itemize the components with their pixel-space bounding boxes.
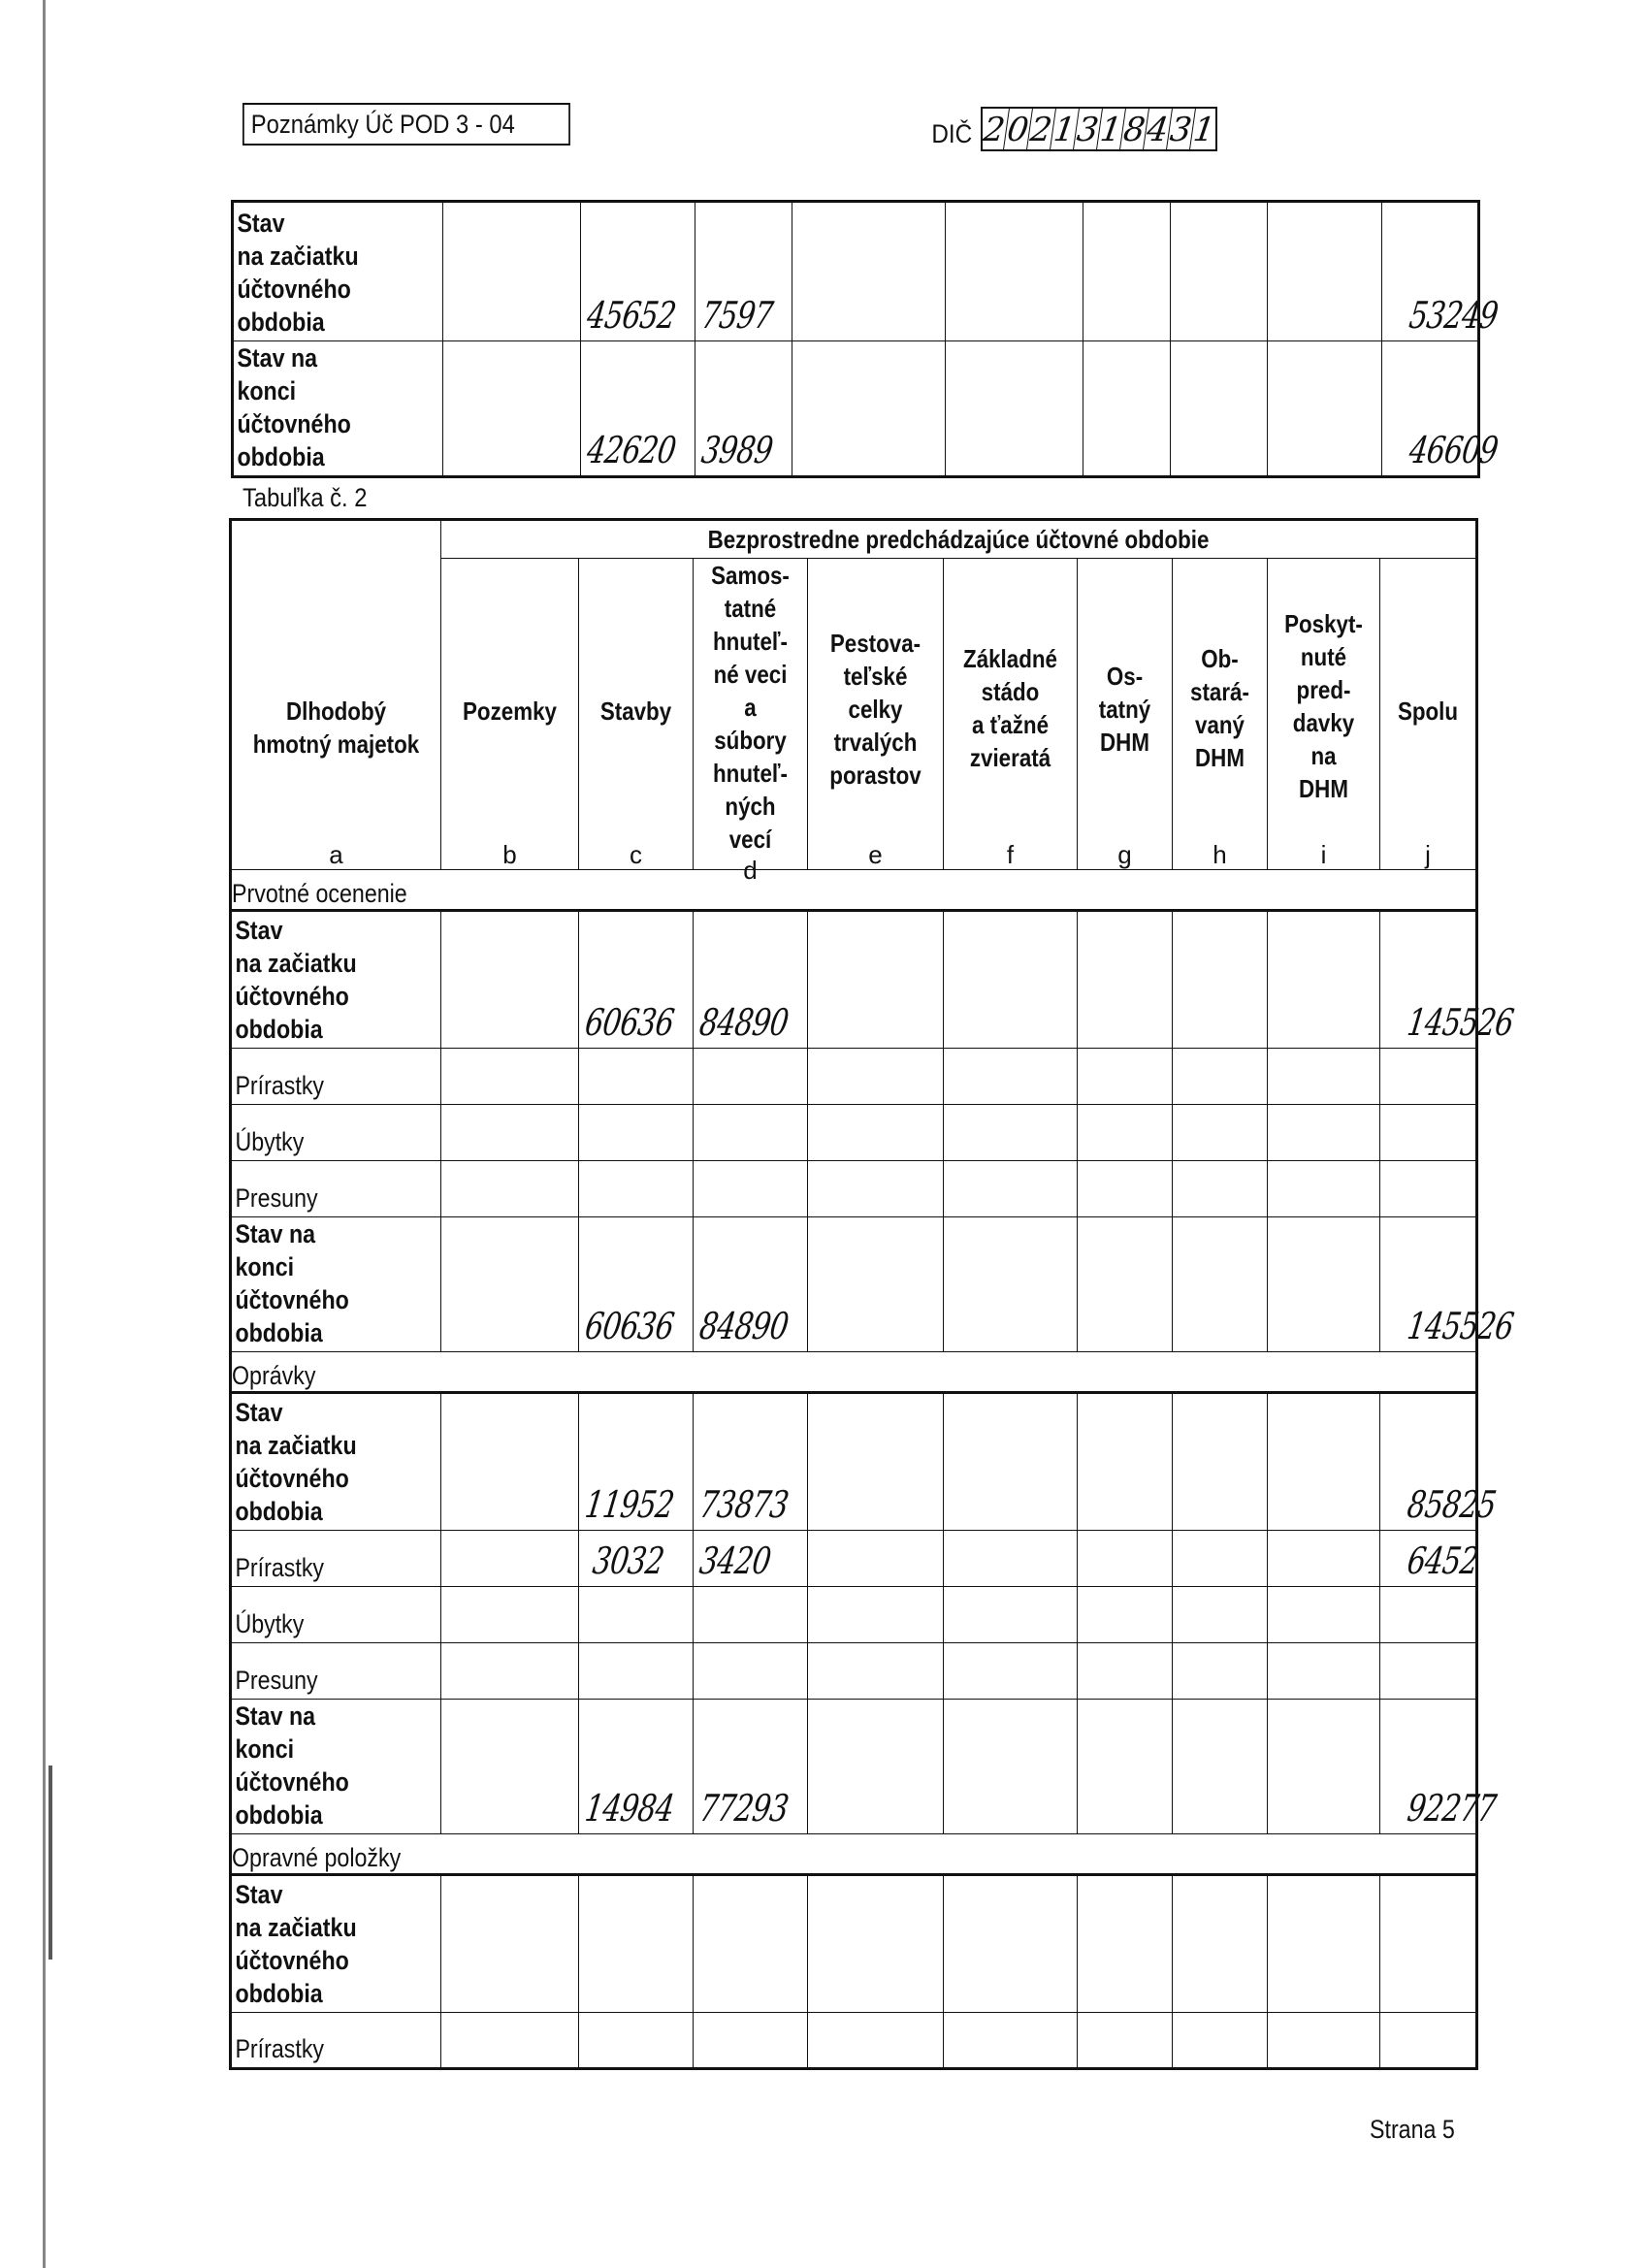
dic-digit: 0	[1004, 111, 1031, 149]
form-label: Poznámky Úč POD 3 - 04	[250, 110, 515, 139]
table-title: Tabuľka č. 2	[242, 483, 368, 512]
dic-digit: 1	[1190, 111, 1217, 149]
period-header: Bezprostredne predchádzajúce účtovné obdobie	[707, 525, 1210, 554]
column-letter: g	[1117, 840, 1132, 869]
row-label: Presuny	[235, 1183, 318, 1213]
dic-label: DIČ	[931, 119, 973, 148]
table-2	[229, 518, 1516, 2070]
dic-digit-boxes	[981, 107, 1217, 151]
row-label: Úbytky	[235, 1609, 305, 1638]
row-label: Stav na konci účtovného obdobia	[235, 1219, 349, 1347]
column-header: Pozemky	[463, 697, 557, 726]
table-row	[233, 341, 1479, 477]
value-j: 46609	[1406, 429, 1501, 471]
table-row	[231, 1049, 1477, 1105]
value-j: 53249	[1406, 294, 1501, 337]
value-c: 60636	[582, 1305, 677, 1347]
table-row	[231, 1217, 1477, 1352]
value-c: 42620	[584, 429, 679, 471]
form-label-box	[242, 103, 570, 146]
row-label: Presuny	[235, 1666, 318, 1695]
dic-digit: 1	[1051, 111, 1078, 149]
scan-edge-mark	[43, 0, 46, 2268]
table-row	[231, 1875, 1477, 2013]
value-c: 3032	[590, 1539, 666, 1582]
section-title: Prvotné ocenenie	[232, 879, 407, 908]
section-title: Opravné položky	[232, 1843, 402, 1872]
table-row	[231, 1643, 1477, 1700]
value-c: 45652	[584, 294, 679, 337]
column-header: Os- tatný DHM	[1098, 662, 1151, 757]
value-d: 7597	[698, 294, 776, 337]
row-label: Stav na začiatku účtovného obdobia	[237, 209, 359, 337]
section-title: Oprávky	[232, 1361, 316, 1390]
column-header: Spolu	[1397, 697, 1459, 726]
value-c: 11952	[582, 1483, 677, 1526]
page-number: Strana 5	[1370, 2115, 1455, 2144]
value-j: 92277	[1405, 1787, 1499, 1830]
value-d: 77293	[696, 1787, 792, 1830]
row-label: Prírastky	[235, 1071, 325, 1100]
dic-digit: 2	[980, 111, 1007, 149]
table-row	[231, 1161, 1477, 1217]
value-d: 73873	[696, 1483, 792, 1526]
column-letter: b	[502, 840, 517, 869]
row-label: Stav na začiatku účtovného obdobia	[235, 916, 357, 1044]
column-header: Pestova- teľské celky trvalých porastov	[829, 629, 922, 790]
value-c: 60636	[582, 1001, 677, 1044]
row-label: Prírastky	[235, 1553, 325, 1582]
value-d: 84890	[696, 1001, 792, 1044]
row-label: Úbytky	[235, 1127, 305, 1156]
column-letter: d	[743, 856, 758, 885]
column-letter: c	[630, 840, 642, 869]
value-j: 6452	[1405, 1539, 1481, 1582]
row-label: Stav na konci účtovného obdobia	[235, 1701, 349, 1830]
header-row	[231, 520, 1477, 559]
table-row	[231, 1531, 1477, 1587]
table-row	[231, 1700, 1477, 1834]
table-row	[233, 202, 1479, 341]
table-row	[231, 2013, 1477, 2069]
column-letter: i	[1320, 840, 1327, 869]
section-row	[231, 1834, 1477, 1875]
column-letter: j	[1425, 840, 1431, 869]
value-j: 85825	[1405, 1483, 1499, 1526]
table-row	[231, 911, 1477, 1049]
column-header: Samos- tatné hnuteľ- né veci a súbory hnuteľ- ných vecí	[711, 561, 790, 854]
row-label: Stav na začiatku účtovného obdobia	[235, 1398, 357, 1526]
column-letter: a	[329, 840, 343, 869]
dic-digit: 3	[1167, 111, 1194, 149]
column-letter: h	[1212, 840, 1227, 869]
column-header: Základné stádo a ťažné zvieratá	[963, 644, 1057, 772]
value-c: 14984	[582, 1787, 677, 1830]
row-label: Prírastky	[235, 2034, 325, 2063]
value-j: 145526	[1405, 1305, 1516, 1347]
value-d: 3989	[698, 429, 776, 471]
column-header: Poskyt- nuté pred- davky na DHM	[1284, 609, 1363, 803]
value-d: 84890	[696, 1305, 792, 1347]
column-letter: f	[1006, 840, 1015, 869]
value-d: 3420	[696, 1539, 774, 1582]
row-label: Stav na konci účtovného obdobia	[237, 343, 351, 471]
scan-edge-mark	[48, 1766, 52, 1960]
dic-digit: 2	[1027, 111, 1054, 149]
dic-field	[929, 103, 1217, 151]
section-row	[231, 1352, 1477, 1393]
column-header: Stavby	[599, 697, 672, 726]
section-row	[231, 870, 1477, 911]
row-label: Stav na začiatku účtovného obdobia	[235, 1880, 357, 2008]
value-j: 145526	[1405, 1001, 1516, 1044]
dic-digit: 4	[1144, 111, 1171, 149]
column-header: Ob- stará- vaný DHM	[1190, 644, 1249, 772]
column-letter: e	[868, 840, 883, 869]
continued-table	[231, 200, 1501, 478]
table-row	[231, 1105, 1477, 1161]
table-row	[231, 1393, 1477, 1531]
table-row	[231, 1587, 1477, 1643]
dic-digit: 8	[1120, 111, 1148, 149]
dic-digit: 1	[1097, 111, 1124, 149]
column-header: Dlhodobý hmotný majetok	[252, 697, 420, 759]
dic-digit: 3	[1074, 111, 1101, 149]
